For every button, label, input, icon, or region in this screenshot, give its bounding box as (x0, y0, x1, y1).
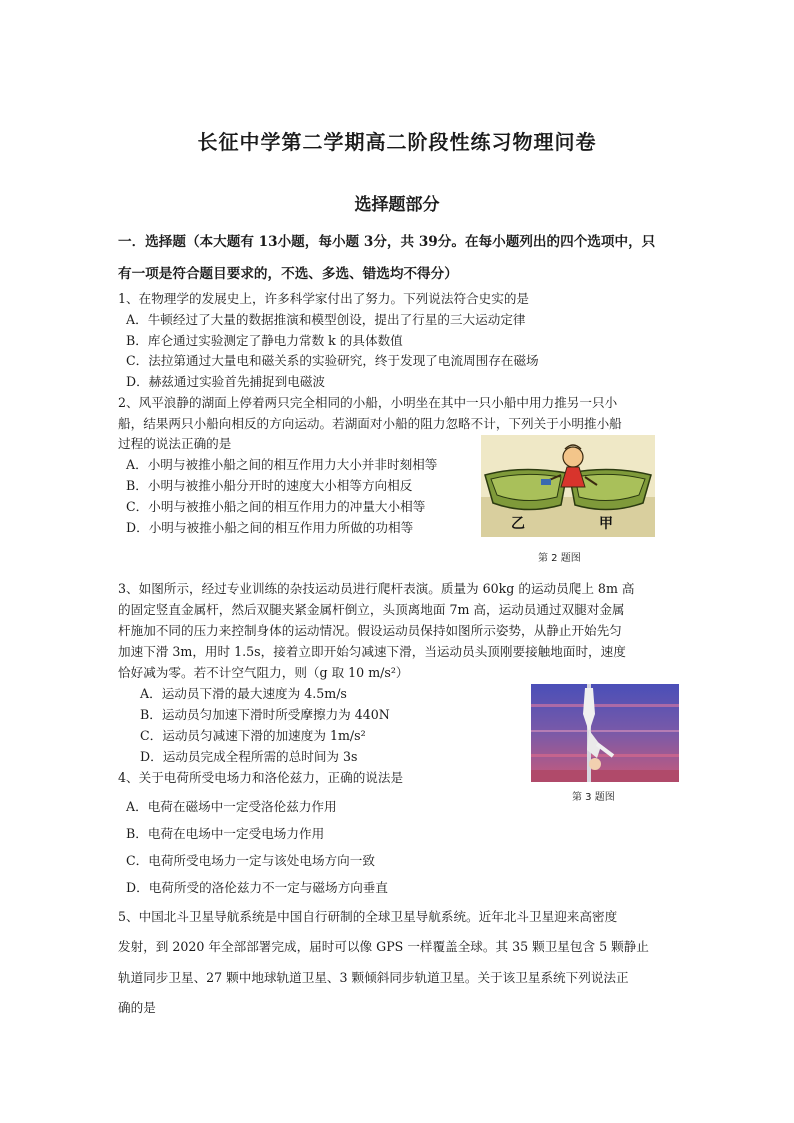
q5-stem-line-3: 轨道同步卫星、27 颗中地球轨道卫星、3 颗倾斜同步轨道卫星。关于该卫星系统下列说法正 (118, 970, 629, 985)
q2-stem-line-1: 2、风平浪静的湖面上停着两只完全相同的小船，小明坐在其中一只小船中用力推另一只小 (118, 395, 618, 410)
q1-option-b: B．库仑通过实验测定了静电力常数 k 的具体数值 (126, 333, 403, 348)
q3-option-b: B．运动员匀加速下滑时所受摩擦力为 440N (140, 707, 390, 722)
boat-label-right: 甲 (599, 516, 613, 532)
q3-option-c: C．运动员匀减速下滑的加速度为 1m/s² (140, 728, 366, 743)
boats-illustration (481, 435, 655, 537)
q3-stem-line-2: 的固定竖直金属杆，然后双腿夹紧金属杆倒立，头顶离地面 7m 高，运动员通过双腿对金属 (118, 602, 625, 617)
q3-figure-caption: 第 3 题图 (572, 792, 615, 803)
q3-option-d: D．运动员完成全程所需的总时间为 3s (140, 749, 358, 764)
q5-stem-line-4: 确的是 (118, 1000, 156, 1015)
q4-stem: 4、关于电荷所受电场力和洛伦兹力，正确的说法是 (118, 770, 404, 785)
instructions-line-1: 一．选择题（本大题有 13小题，每小题 3分，共 39分。在每小题列出的四个选项中，只 (118, 234, 656, 250)
q3-figure-pole-climber (531, 684, 679, 782)
q5-stem-line-1: 5、中国北斗卫星导航系统是中国自行研制的全球卫星导航系统。近年北斗卫星迎来高密度 (118, 909, 618, 924)
q3-stem-line-4: 加速下滑 3m，用时 1.5s，接着立即开始匀减速下滑，当运动员头顶刚要接触地面时，速度 (118, 644, 626, 659)
q4-option-d: D．电荷所受的洛伦兹力不一定与磁场方向垂直 (126, 880, 388, 895)
q1-option-a: A．牛顿经过了大量的数据推演和模型创设，提出了行星的三大运动定律 (126, 312, 526, 327)
q3-stem-line-5: 恰好减为零。若不计空气阻力，则（g 取 10 m/s²） (118, 665, 409, 680)
q2-stem-line-3: 过程的说法正确的是 (118, 436, 232, 451)
q1-stem: 1、在物理学的发展史上，许多科学家付出了努力。下列说法符合史实的是 (118, 291, 530, 306)
q3-option-a: A．运动员下滑的最大速度为 4.5m/s (140, 686, 347, 701)
q3-stem-line-3: 杆施加不同的压力来控制身体的运动情况。假设运动员保持如图所示姿势，从静止开始先匀 (118, 623, 622, 638)
q1-option-c: C．法拉第通过大量电和磁关系的实验研究，终于发现了电流周围存在磁场 (126, 353, 539, 368)
q5-stem-line-2: 发射，到 2020 年全部部署完成，届时可以像 GPS 一样覆盖全球。其 35 颗卫星包含 5 颗静止 (118, 939, 649, 954)
q1-option-d: D．赫兹通过实验首先捕捉到电磁波 (126, 374, 326, 389)
q2-figure-caption: 第 2 题图 (538, 553, 581, 564)
page-title: 长征中学第二学期高二阶段性练习物理问卷 (197, 130, 597, 154)
instructions-line-2: 有一项是符合题目要求的，不选、多选、错选均不得分） (118, 266, 458, 282)
q3-stem-line-1: 3、如图所示，经过专业训练的杂技运动员进行爬杆表演。质量为 60kg 的运动员爬上 8m 高 (118, 581, 635, 596)
q4-option-c: C．电荷所受电场力一定与该处电场方向一致 (126, 853, 375, 868)
q2-figure-boats (481, 435, 655, 537)
section-title: 选择题部分 (354, 195, 440, 215)
pole-climber-photo (531, 684, 679, 782)
q4-option-a: A．电荷在磁场中一定受洛伦兹力作用 (126, 799, 337, 814)
q2-stem-line-2: 船，结果两只小船向相反的方向运动。若湖面对小船的阻力忽略不计，下列关于小明推小船 (118, 416, 622, 431)
boat-label-left: 乙 (511, 516, 525, 532)
q4-option-b: B．电荷在电场中一定受电场力作用 (126, 826, 325, 841)
q2-option-b: B．小明与被推小船分开时的速度大小相等方向相反 (126, 478, 413, 493)
q2-option-a: A．小明与被推小船之间的相互作用力大小并非时刻相等 (126, 457, 438, 472)
q2-option-c: C．小明与被推小船之间的相互作用力的冲量大小相等 (126, 499, 426, 514)
q2-option-d: D．小明与被推小船之间的相互作用力所做的功相等 (126, 520, 414, 535)
